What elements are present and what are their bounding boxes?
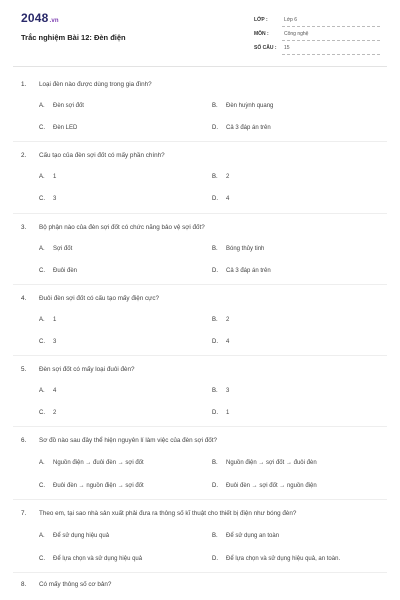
option-text: Để sử dụng an toàn <box>226 533 280 539</box>
question-text: Theo em, tại sao nhà sản xuất phải đưa ra thông số kĩ thuật cho thiết bị điện như bóng đèn? <box>39 510 297 517</box>
question-text: Cấu tạo của đèn sợi đốt có mấy phần chính? <box>39 152 165 159</box>
question-text: Sơ đồ nào sau đây thể hiện nguyên lí làm việc của đèn sợi đốt? <box>39 437 218 444</box>
question-number: 1. <box>21 81 27 88</box>
question-text: Loại đèn nào được dùng trong gia đình? <box>39 81 152 88</box>
question-separator <box>13 426 387 427</box>
question-number: 2. <box>21 152 27 159</box>
option-text: Sợi đốt <box>53 246 73 252</box>
meta-class-row <box>254 14 380 27</box>
option-letter: B. <box>212 317 218 323</box>
header-divider <box>13 66 387 67</box>
question-separator <box>13 499 387 500</box>
option-letter: D. <box>212 125 218 131</box>
option-text: Đèn sợi đốt <box>53 103 84 109</box>
question-text: Có mấy thông số cơ bản? <box>39 581 112 588</box>
option-text: 3 <box>53 339 57 345</box>
option-letter: B. <box>212 460 218 466</box>
question-separator <box>13 213 387 214</box>
meta-count-row <box>254 42 380 55</box>
option-letter: C. <box>39 339 45 345</box>
option-letter: A. <box>39 174 45 180</box>
question-number: 5. <box>21 366 27 373</box>
option-text: 2 <box>226 174 230 180</box>
option-letter: A. <box>39 388 45 394</box>
question-separator <box>13 355 387 356</box>
option-letter: C. <box>39 125 45 131</box>
header <box>0 0 400 66</box>
option-letter: D. <box>212 196 218 202</box>
question-text: Đuôi đèn sợi đốt có cấu tạo mấy điện cực? <box>39 295 160 302</box>
option-letter: C. <box>39 556 45 562</box>
option-letter: D. <box>212 410 218 416</box>
option-text: 4 <box>53 388 57 394</box>
question-text: Bộ phận nào của đèn sợi đốt có chức năng bảo vệ sợi đốt? <box>39 224 205 231</box>
option-text: Đuôi đèn → sợi đốt → nguồn điện <box>226 483 317 489</box>
option-letter: C. <box>39 268 45 274</box>
site-logo[interactable] <box>21 11 59 25</box>
logo-main: 2048 <box>21 11 49 25</box>
option-text: Để lựa chọn và sử dụng hiệu quả <box>53 556 143 562</box>
option-letter: C. <box>39 410 45 416</box>
option-text: 4 <box>226 196 230 202</box>
question-number: 6. <box>21 437 27 444</box>
option-letter: C. <box>39 483 45 489</box>
option-text: 2 <box>226 317 230 323</box>
option-text: Đèn LED <box>53 125 78 131</box>
option-letter: D. <box>212 483 218 489</box>
question-text: Đèn sợi đốt có mấy loại đuôi đèn? <box>39 366 135 373</box>
question-number: 7. <box>21 510 27 517</box>
question-number: 4. <box>21 295 27 302</box>
option-text: 4 <box>226 339 230 345</box>
option-letter: A. <box>39 246 45 252</box>
question-separator <box>13 572 387 573</box>
option-letter: B. <box>212 246 218 252</box>
logo-suffix: .vn <box>49 18 59 24</box>
meta-count-label: SỐ CÂU : <box>254 45 277 51</box>
option-text: Đuôi đèn → nguồn điện → sợi đốt <box>53 483 144 489</box>
option-text: Bóng thủy tinh <box>226 246 265 252</box>
question-number: 8. <box>21 581 27 588</box>
option-letter: B. <box>212 174 218 180</box>
option-text: Đuôi đèn <box>53 268 78 274</box>
option-text: 1 <box>53 174 57 180</box>
option-letter: B. <box>212 388 218 394</box>
option-letter: D. <box>212 556 218 562</box>
option-letter: C. <box>39 196 45 202</box>
question-separator <box>13 141 387 142</box>
option-text: 1 <box>53 317 57 323</box>
option-text: Nguồn điện → sợi đốt → đuôi đèn <box>226 460 317 466</box>
meta-subject-label: MÔN : <box>254 31 269 37</box>
option-text: Để lựa chọn và sử dụng hiệu quả, an toàn. <box>226 556 341 562</box>
meta-subject-underline <box>282 40 380 41</box>
option-text: 3 <box>53 196 57 202</box>
option-text: 3 <box>226 388 230 394</box>
meta-class-label: LỚP : <box>254 17 268 23</box>
option-text: Cả 3 đáp án trên <box>226 125 271 131</box>
option-text: Cả 3 đáp án trên <box>226 268 271 274</box>
option-letter: A. <box>39 103 45 109</box>
option-text: Nguồn điện → đuôi đèn → sợi đốt <box>53 460 144 466</box>
meta-class-underline <box>282 26 380 27</box>
option-letter: B. <box>212 533 218 539</box>
option-text: Để sử dụng hiệu quả <box>53 533 110 539</box>
meta-subject-row <box>254 28 380 41</box>
question-separator <box>13 284 387 285</box>
meta-count-underline <box>282 54 380 55</box>
option-letter: A. <box>39 317 45 323</box>
meta-class-value: Lớp 6 <box>284 17 298 23</box>
option-letter: D. <box>212 268 218 274</box>
question-number: 3. <box>21 224 27 231</box>
page-title: Trắc nghiệm Bài 12: Đèn điện <box>21 33 126 42</box>
option-letter: A. <box>39 460 45 466</box>
meta-subject-value: Công nghệ <box>284 31 309 37</box>
option-letter: A. <box>39 533 45 539</box>
option-text: Đèn huỳnh quang <box>226 103 274 109</box>
option-text: 2 <box>53 410 57 416</box>
option-letter: D. <box>212 339 218 345</box>
option-text: 1 <box>226 410 230 416</box>
option-letter: B. <box>212 103 218 109</box>
meta-count-value: 15 <box>284 45 290 51</box>
